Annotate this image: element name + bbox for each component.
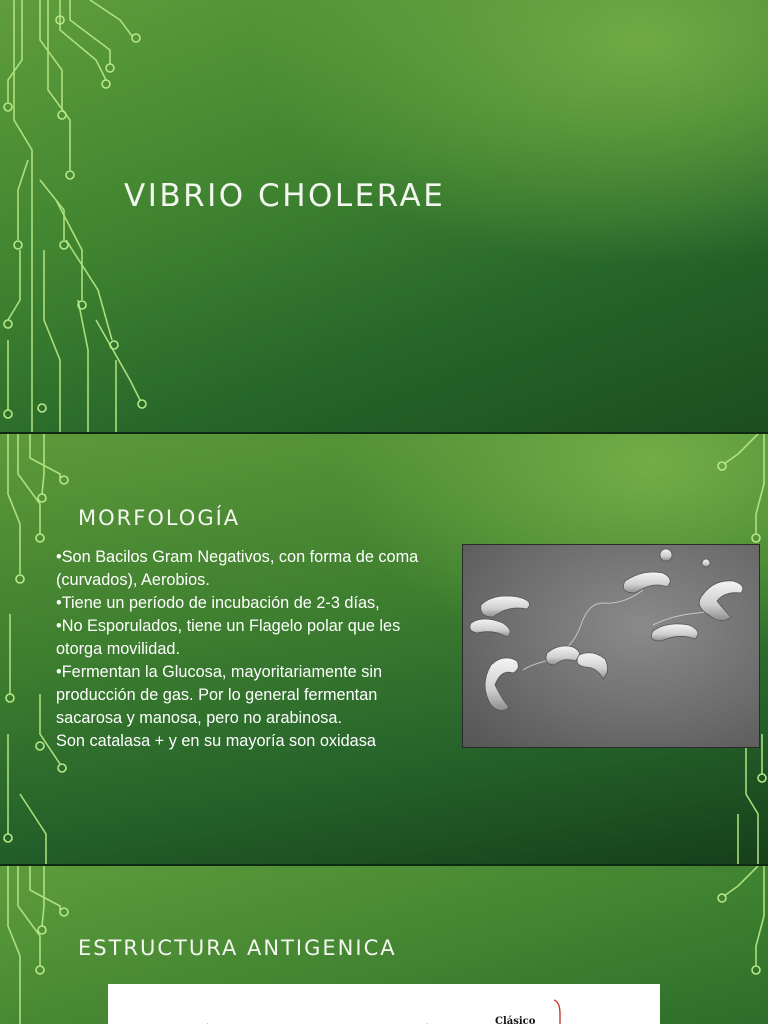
slide-title: MORFOLOGÍA xyxy=(78,506,241,530)
bullet-item: •No Esporulados, tiene un Flagelo polar que les otorga movilidad. xyxy=(56,617,401,658)
slide-2[interactable] xyxy=(0,434,768,864)
bullet-item: •Fermentan la Glucosa, mayoritariamente sin producción de gas. Por lo general fermentan sacarosa y manosa, pero no arabinosa. xyxy=(56,663,383,727)
circuit-decoration-right xyxy=(698,866,768,1024)
slide-3[interactable] xyxy=(0,866,768,1024)
slide-title: VIBRIO CHOLERAE xyxy=(124,178,446,214)
slide-1[interactable] xyxy=(0,0,768,432)
figure-label: Clásico xyxy=(495,1016,536,1024)
slide-title: ESTRUCTURA ANTIGENICA xyxy=(78,936,397,960)
bullet-item: Son catalasa + y en su mayoría son oxidasa xyxy=(56,732,376,750)
bullet-list xyxy=(56,546,441,753)
bacteria-micrograph-image xyxy=(462,544,760,748)
circuit-decoration xyxy=(0,0,160,432)
bullet-item: •Son Bacilos Gram Negativos, con forma de coma (curvados), Aerobios. xyxy=(56,548,419,589)
antigen-structure-figure xyxy=(108,984,660,1024)
circuit-decoration-left xyxy=(0,866,90,1024)
bullet-item: •Tiene un período de incubación de 2-3 días, xyxy=(56,594,380,612)
